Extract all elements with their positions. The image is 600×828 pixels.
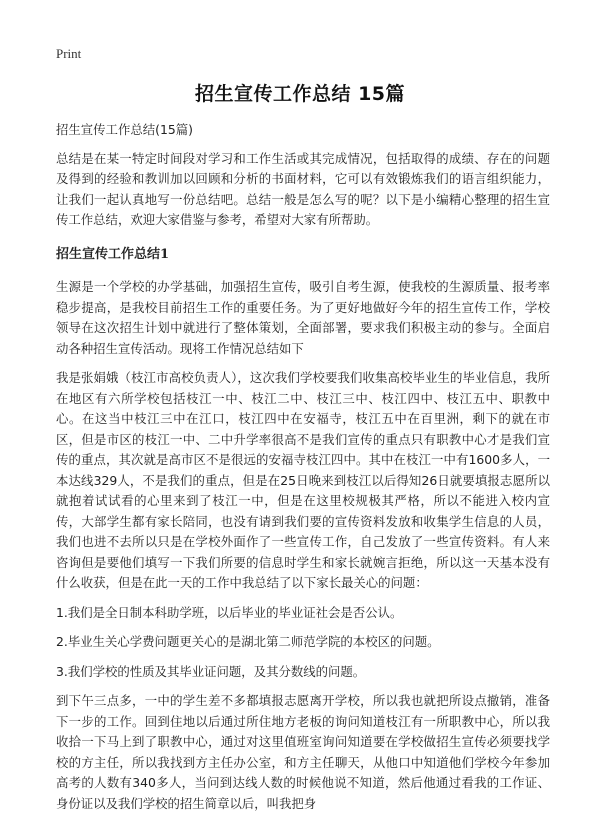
list-item: 3.我们学校的性质及其毕业证问题，及其分数线的问题。	[56, 663, 366, 679]
intro-paragraph: 总结是在某一特定时间段对学习和工作生活或其完成情况，包括取得的成绩、存在的问题及得到的经验和教训加以回顾和分析的书面材料，它可以有效锻炼我们的语言组织能力，让我们一起认真地写一份总结吧。总结一般是怎么写的呢？以下是小编精心整理的招生宣传工作总结，欢迎大家借鉴与参考，希望对大家有所帮助。	[56, 150, 550, 227]
document-subtitle: 招生宣传工作总结(15篇)	[56, 122, 193, 137]
document-title: 招生宣传工作总结 15篇	[194, 83, 406, 105]
list-item: 1.我们是全日制本科助学班，以后毕业的毕业证社会是否公认。	[56, 604, 403, 620]
document-body	[56, 120, 550, 814]
section-heading: 招生宣传工作总结1	[56, 246, 170, 262]
body-paragraph: 到下午三点多，一中的学生差不多都填报志愿离开学校，所以我也就把所设点撤销，准备下一步的工作。回到住地以后通过所住地方老板的询问知道枝江有一所职教中心，所以我收拾一下马上到了职教中心，通过对这里值班室询问知道要在学校做招生宣传必须要找学校的方主任，所以我找到方主任办公室，和方主任聊天，从他口中知道他们学校今年参加高考的人数有340多人，当问到达线人数的时候他说不知道，然后他通过看我的工作证、身份证以及我们学校的招生简章以后，叫我把身	[56, 693, 550, 811]
print-label: Print	[56, 46, 82, 61]
list-item: 2.毕业生关心学费问题更关心的是湖北第二师范学院的本校区的问题。	[56, 634, 440, 649]
body-paragraph: 生源是一个学校的办学基础，加强招生宣传，吸引自考生源，使我校的生源质量、报考率稳步提高，是我校目前招生工作的重要任务。为了更好地做好今年的招生宣传工作，学校领导在这次招生计划中就进行了整体策划，全面部署，要求我们积极主动的参与。全面启动各种招生宣传活动。现将工作情况总结如下	[56, 279, 550, 356]
body-paragraph: 我是张娟娥（枝江市高校负责人），这次我们学校要我们收集高校毕业生的毕业信息，我所在地区有六所学校包括枝江一中、枝江二中、枝江三中、枝江四中、枝江五中、职教中心。在这当中枝江三中在江口，枝江四中在安福寺，枝江五中在百里洲，剩下的就在市区，但是市区的枝江一中、二中升学率很高不是我们宣传的重点只有职教中心才是我们宣传的重点，其次就是高市区不是很远的安福寺枝江四中。其中在枝江一中有1600多人，一本达线329人，不是我们的重点，但是在25日晚来到枝江以后得知26日就要填报志愿所以就抱着试试看的心里来到了枝江一中，但是在这里校规极其严格，所以不能进入校内宣传，大部学生都有家长陪同，也没有请到我们要的宣传资料发放和收集学生信息的人员，我们也进不去所以只是在学校外面作了一些宣传工作，自己发放了一些宣传资料。有人来咨询但是要他们填写一下我们所要的信息时学生和家长就婉言拒绝，所以这一天基本没有什么收获，但是在此一天的工作中我总结了以下家长最关心的问题：	[56, 370, 550, 590]
